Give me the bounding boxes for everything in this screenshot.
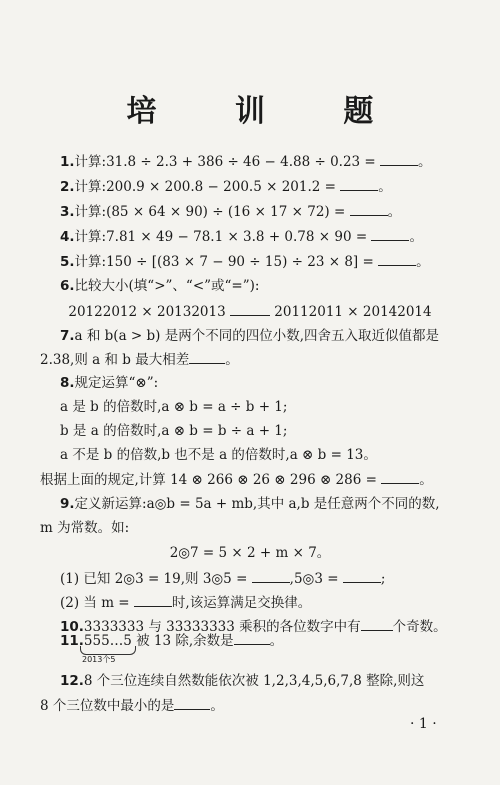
problem-6: 6.比较大小(填“>”、“<”或“=”): xyxy=(60,278,260,294)
problem-9-cont: m 为常数。如: xyxy=(40,520,130,536)
problem-11: 11.555…5 被 13 除,余数是 。 xyxy=(60,633,284,649)
page-number: · 1 · xyxy=(410,716,437,732)
problem-1: 1.计算:31.8 ÷ 2.3 + 386 ÷ 46 − 4.88 ÷ 0.23 = 。 xyxy=(60,154,432,170)
problem-8-rule-1: a 是 b 的倍数时,a ⊗ b = a ÷ b + 1; xyxy=(60,399,288,415)
problem-7-cont: 2.38,则 a 和 b 最大相差 。 xyxy=(40,352,239,368)
problem-10: 10.3333333 与 33333333 乘积的各位数字中有 个奇数。 xyxy=(60,619,447,635)
page-title: 培 训 题 xyxy=(126,94,408,129)
problem-9-part-2: (2) 当 m = 时,该运算满足交换律。 xyxy=(60,595,312,611)
problem-8: 8.规定运算“⊗”: xyxy=(60,375,159,391)
problem-2: 2.计算:200.9 × 200.8 − 200.5 × 201.2 = 。 xyxy=(60,179,392,195)
problem-6-compare: 20122012 × 20132013 20112011 × 20142014 xyxy=(68,304,432,320)
problem-8-rule-2: b 是 a 的倍数时,a ⊗ b = b ÷ a + 1; xyxy=(60,423,288,439)
problem-9-part-1: (1) 已知 2◎3 = 19,则 3◎5 = ,5◎3 = ; xyxy=(60,571,386,587)
problem-9: 9.定义新运算:a◎b = 5a + mb,其中 a,b 是任意两个不同的数, xyxy=(60,496,440,512)
problem-5: 5.计算:150 ÷ [(83 × 7 − 90 ÷ 15) ÷ 23 × 8] = 。 xyxy=(60,254,430,270)
problem-12: 12.8 个三位连续自然数能依次被 1,2,3,4,5,6,7,8 整除,则这 xyxy=(60,673,425,689)
problem-9-example: 2◎7 = 5 × 2 + m × 7。 xyxy=(169,545,331,561)
problem-4: 4.计算:7.81 × 49 − 78.1 × 3.8 + 0.78 × 90 = 。 xyxy=(60,229,423,245)
problem-12-cont: 8 个三位数中最小的是 。 xyxy=(40,698,224,714)
underbrace-note: 2013个5 xyxy=(82,655,116,664)
problem-3: 3.计算:(85 × 64 × 90) ÷ (16 × 17 × 72) = 。 xyxy=(60,204,402,220)
problem-8-question: 根据上面的规定,计算 14 ⊗ 266 ⊗ 26 ⊗ 296 ⊗ 286 = 。 xyxy=(40,472,433,488)
problem-8-rule-3: a 不是 b 的倍数,b 也不是 a 的倍数时,a ⊗ b = 13。 xyxy=(60,447,377,463)
problem-7: 7.a 和 b(a > b) 是两个不同的四位小数,四舍五入取近似值都是 xyxy=(60,328,440,344)
